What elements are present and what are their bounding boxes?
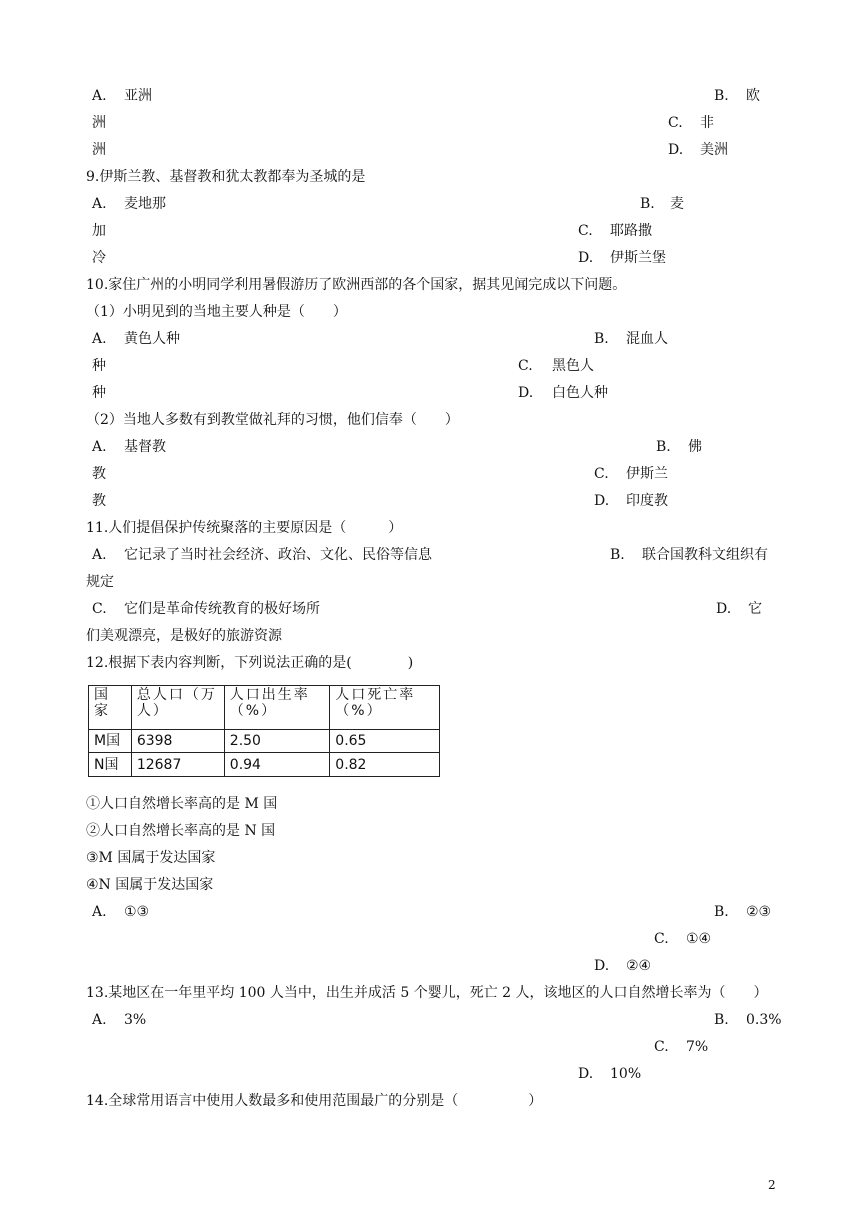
table-row xyxy=(89,753,440,777)
table-header-row xyxy=(89,686,440,730)
q10-sub1-option-c-wrap: 种 xyxy=(92,385,106,401)
q12-statement-4: ④N 国属于发达国家 xyxy=(86,877,214,893)
q11-option-a-text: 它记录了当时社会经济、政治、文化、民俗等信息 xyxy=(124,547,432,563)
q10-sub1-option-b-letter: B. xyxy=(594,331,609,347)
q8-option-d-letter: D. xyxy=(668,142,684,158)
q11-option-d-wrap: 们美观漂亮，是极好的旅游资源 xyxy=(86,628,282,644)
page-number: 2 xyxy=(768,1178,776,1192)
q12-option-a-text: ①③ xyxy=(124,904,150,920)
q10-sub1-option-a-letter: A. xyxy=(92,331,107,347)
q11-stem: 11.人们提倡保护传统聚落的主要原因是（ ） xyxy=(86,520,403,536)
q14-stem: 14.全球常用语言中使用人数最多和使用范围最广的分别是（ ） xyxy=(86,1093,543,1109)
table-cell: 0.82 xyxy=(330,753,440,777)
q10-sub2-option-c-letter: C. xyxy=(594,466,609,482)
q8-option-b-letter: B. xyxy=(714,88,729,104)
q9-option-c-wrap: 冷 xyxy=(92,250,106,266)
q8-option-c-wrap: 洲 xyxy=(92,142,106,158)
q8-option-a-text: 亚洲 xyxy=(124,88,152,104)
q10-sub2-option-d-text: 印度教 xyxy=(626,493,668,509)
q13-option-a-letter: A. xyxy=(92,1012,107,1028)
q12-option-d-text: ②④ xyxy=(626,958,652,974)
q10-sub2-option-a-text: 基督教 xyxy=(124,439,166,455)
table-header-cell: 国家 xyxy=(89,686,132,730)
q8-option-a-letter: A. xyxy=(92,88,107,104)
q10-sub2-option-b-text: 佛 xyxy=(688,439,702,455)
q10-stem: 10.家住广州的小明同学利用暑假游历了欧洲西部的各个国家，据其见闻完成以下问题。 xyxy=(86,277,627,293)
q10-sub1-option-d-text: 白色人种 xyxy=(552,385,608,401)
q8-option-b-text: 欧 xyxy=(746,88,760,104)
population-table xyxy=(88,685,440,777)
q10-sub2-option-c-text: 伊斯兰 xyxy=(626,466,668,482)
q13-option-d-letter: D. xyxy=(578,1066,594,1082)
q12-option-a-letter: A. xyxy=(92,904,107,920)
q9-option-d-text: 伊斯兰堡 xyxy=(610,250,666,266)
q12-statement-2: ②人口自然增长率高的是 N 国 xyxy=(86,823,276,839)
table-cell: 0.65 xyxy=(330,729,440,753)
q11-option-b-wrap: 规定 xyxy=(86,574,114,590)
q10-sub1-stem: （1）小明见到的当地主要人种是（ ） xyxy=(86,304,347,320)
table-row xyxy=(89,729,440,753)
q13-option-d-text: 10% xyxy=(610,1066,642,1082)
q9-stem: 9.伊斯兰教、基督教和犹太教都奉为圣城的是 xyxy=(86,169,366,185)
q10-sub2-option-a-letter: A. xyxy=(92,439,107,455)
q8-option-c-text: 非 xyxy=(700,115,714,131)
q12-option-c-letter: C. xyxy=(654,931,669,947)
table-header-cell: 人口出生率（%） xyxy=(224,686,330,730)
q9-option-b-text: 麦 xyxy=(670,196,684,212)
table-cell: M国 xyxy=(89,729,132,753)
q11-option-c-letter: C. xyxy=(92,601,107,617)
q9-option-a-text: 麦地那 xyxy=(124,196,166,212)
q10-sub2-option-c-wrap: 教 xyxy=(92,493,106,509)
q11-option-b-letter: B. xyxy=(610,547,625,563)
table-cell: 2.50 xyxy=(224,729,330,753)
table-cell: 12687 xyxy=(131,753,224,777)
q11-option-c-text: 它们是革命传统教育的极好场所 xyxy=(124,601,320,617)
q12-stem: 12.根据下表内容判断，下列说法正确的是( ) xyxy=(86,655,414,671)
q10-sub2-stem: （2）当地人多数有到教堂做礼拜的习惯，他们信奉（ ） xyxy=(86,412,459,428)
q10-sub1-option-d-letter: D. xyxy=(518,385,534,401)
q13-option-c-text: 7% xyxy=(686,1039,709,1055)
q13-option-b-letter: B. xyxy=(714,1012,729,1028)
q13-option-a-text: 3% xyxy=(124,1012,147,1028)
q9-option-b-letter: B. xyxy=(640,196,655,212)
q10-sub2-option-b-letter: B. xyxy=(656,439,671,455)
q10-sub2-option-b-wrap: 教 xyxy=(92,466,106,482)
q9-option-a-letter: A. xyxy=(92,196,107,212)
table-cell: 6398 xyxy=(131,729,224,753)
q13-option-c-letter: C. xyxy=(654,1039,669,1055)
q9-option-d-letter: D. xyxy=(578,250,594,266)
q11-option-b-text: 联合国教科文组织有 xyxy=(642,547,768,563)
q10-sub1-option-a-text: 黄色人种 xyxy=(124,331,180,347)
q13-stem: 13.某地区在一年里平均 100 人当中，出生并成活 5 个婴儿，死亡 2 人，该地区的人口自然增长率为（ ） xyxy=(86,985,768,1001)
q12-statement-3: ③M 国属于发达国家 xyxy=(86,850,216,866)
q11-option-a-letter: A. xyxy=(92,547,107,563)
q10-sub1-option-c-letter: C. xyxy=(518,358,533,374)
q12-option-b-text: ②③ xyxy=(746,904,772,920)
q8-option-c-letter: C. xyxy=(668,115,683,131)
q10-sub1-option-c-text: 黑色人 xyxy=(552,358,594,374)
q12-statement-1: ①人口自然增长率高的是 M 国 xyxy=(86,796,278,812)
q10-sub1-option-b-text: 混血人 xyxy=(626,331,668,347)
q8-option-b-wrap: 洲 xyxy=(92,115,106,131)
table-cell: 0.94 xyxy=(224,753,330,777)
table-cell: N国 xyxy=(89,753,132,777)
q12-option-b-letter: B. xyxy=(714,904,729,920)
q10-sub2-option-d-letter: D. xyxy=(594,493,610,509)
q12-option-c-text: ①④ xyxy=(686,931,712,947)
q9-option-b-wrap: 加 xyxy=(92,223,106,239)
q13-option-b-text: 0.3% xyxy=(746,1012,782,1028)
q11-option-d-letter: D. xyxy=(716,601,732,617)
q9-option-c-letter: C. xyxy=(578,223,593,239)
table-header-cell: 总人口（万人） xyxy=(131,686,224,730)
table-header-cell: 人口死亡率（%） xyxy=(330,686,440,730)
q12-option-d-letter: D. xyxy=(594,958,610,974)
q8-option-d-text: 美洲 xyxy=(700,142,728,158)
q9-option-c-text: 耶路撒 xyxy=(610,223,652,239)
q11-option-d-text: 它 xyxy=(748,601,762,617)
q10-sub1-option-b-wrap: 种 xyxy=(92,358,106,374)
